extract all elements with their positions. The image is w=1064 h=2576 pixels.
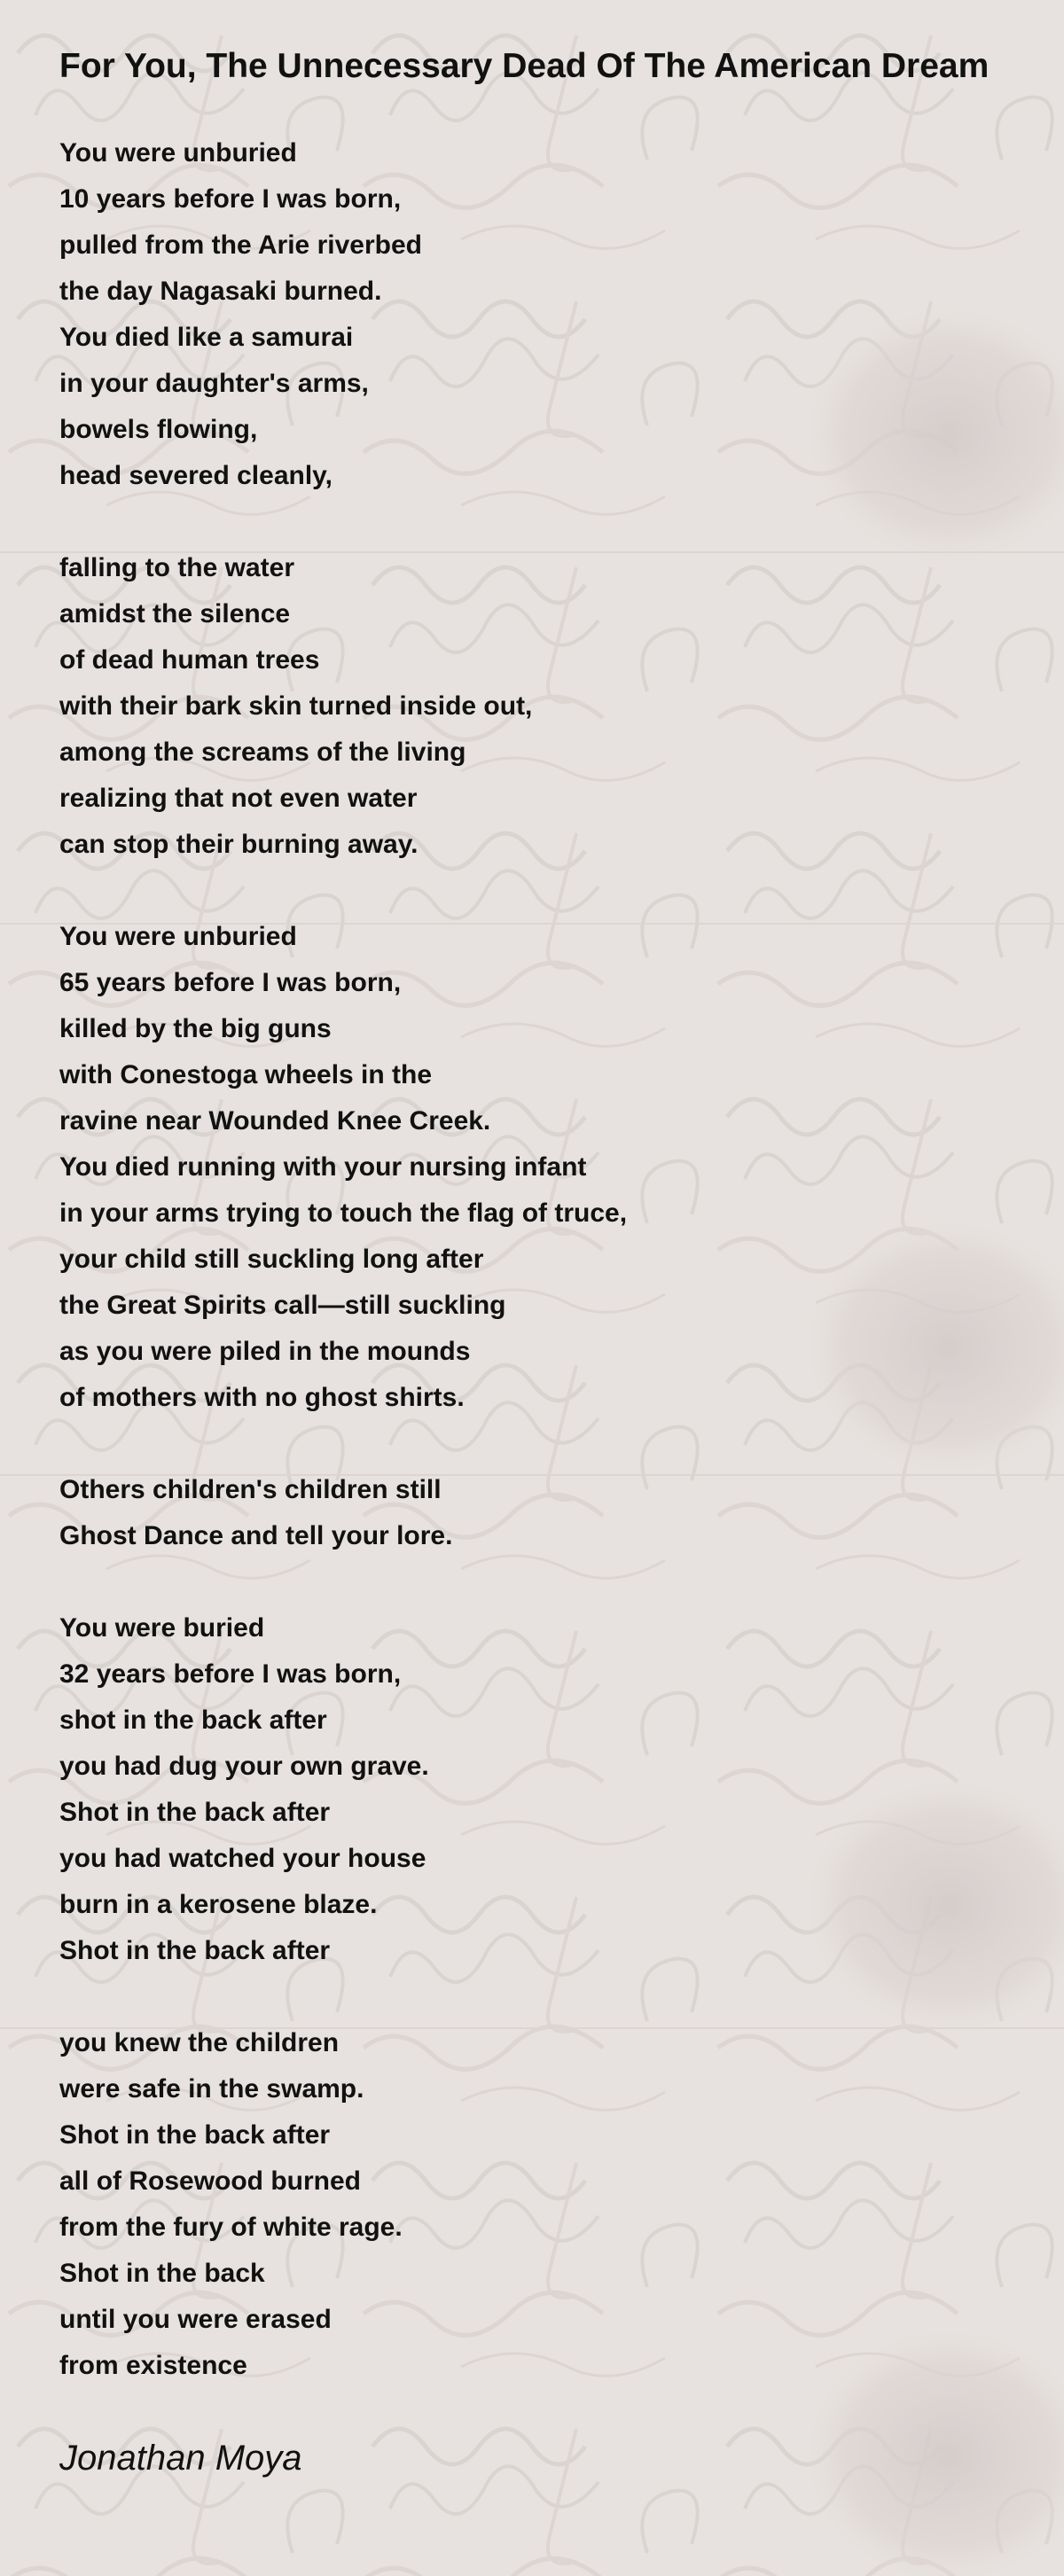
poem-line: bowels flowing, [59,415,258,444]
poem-line: 32 years before I was born, [59,1659,402,1689]
poem-line: pulled from the Arie riverbed [59,230,422,260]
poem-line: You died like a samurai [59,323,354,352]
poem-line: the day Nagasaki burned. [59,277,382,306]
poem-line: 65 years before I was born, [59,968,402,997]
poem-line: You were buried [59,1613,265,1643]
poem-stanza [59,914,1017,1421]
poem-line: from the fury of white rage. [59,2213,403,2242]
poem-line: all of Rosewood burned [59,2166,362,2196]
poem-line: Shot in the back after [59,1798,331,1827]
poem-line: shot in the back after [59,1706,327,1735]
poem-stanza [59,130,1017,499]
poem-line: you had watched your house [59,1844,426,1873]
poem-line: in your daughter's arms, [59,369,369,398]
poem-line: your child still suckling long after [59,1245,484,1274]
poem-line: You were unburied [59,138,297,168]
poem-line: with Conestoga wheels in the [59,1060,433,1089]
poem-line: falling to the water [59,553,295,582]
poem-line: among the screams of the living [59,738,466,767]
poem-line: until you were erased [59,2305,332,2334]
poem-line: killed by the big guns [59,1014,332,1043]
poem-line: 10 years before I was born, [59,184,402,214]
poem-line: of dead human trees [59,645,320,675]
poem-line: realizing that not even water [59,784,418,813]
poem-stanza [59,1467,1017,1559]
poem-line: of mothers with no ghost shirts. [59,1383,465,1412]
poem-line: you knew the children [59,2028,340,2057]
poem-container [59,44,1017,2481]
poem-line: burn in a kerosene blaze. [59,1890,378,1919]
poem-line: as you were piled in the mounds [59,1337,471,1366]
poem-line: Ghost Dance and tell your lore. [59,1521,453,1550]
poem-line: amidst the silence [59,599,291,628]
poem-line: Shot in the back [59,2259,265,2288]
poem-title: For You, The Unnecessary Dead Of The American Dream [59,47,990,85]
poem-line: You died running with your nursing infant [59,1152,587,1182]
poem-line: in your arms trying to touch the flag of truce, [59,1198,628,1228]
poem-body [59,130,1017,2389]
poem-line: Others children's children still [59,1475,442,1504]
poem-author: Jonathan Moya [59,2439,302,2478]
poem-line: Shot in the back after [59,1936,331,1965]
poem-line: Shot in the back after [59,2120,331,2150]
poem-line: You were unburied [59,922,297,951]
poem-stanza [59,1605,1017,1974]
poem-line: were safe in the swamp. [59,2074,364,2104]
poem-line: from existence [59,2351,247,2380]
poem-line: you had dug your own grave. [59,1752,429,1781]
poem-stanza [59,2020,1017,2389]
poem-line: ravine near Wounded Knee Creek. [59,1106,491,1136]
poem-line: head severed cleanly, [59,461,332,490]
poem-line: with their bark skin turned inside out, [59,691,533,721]
poem-line: the Great Spirits call—still suckling [59,1291,506,1320]
poem-stanza [59,545,1017,868]
poem-line: can stop their burning away. [59,830,419,859]
